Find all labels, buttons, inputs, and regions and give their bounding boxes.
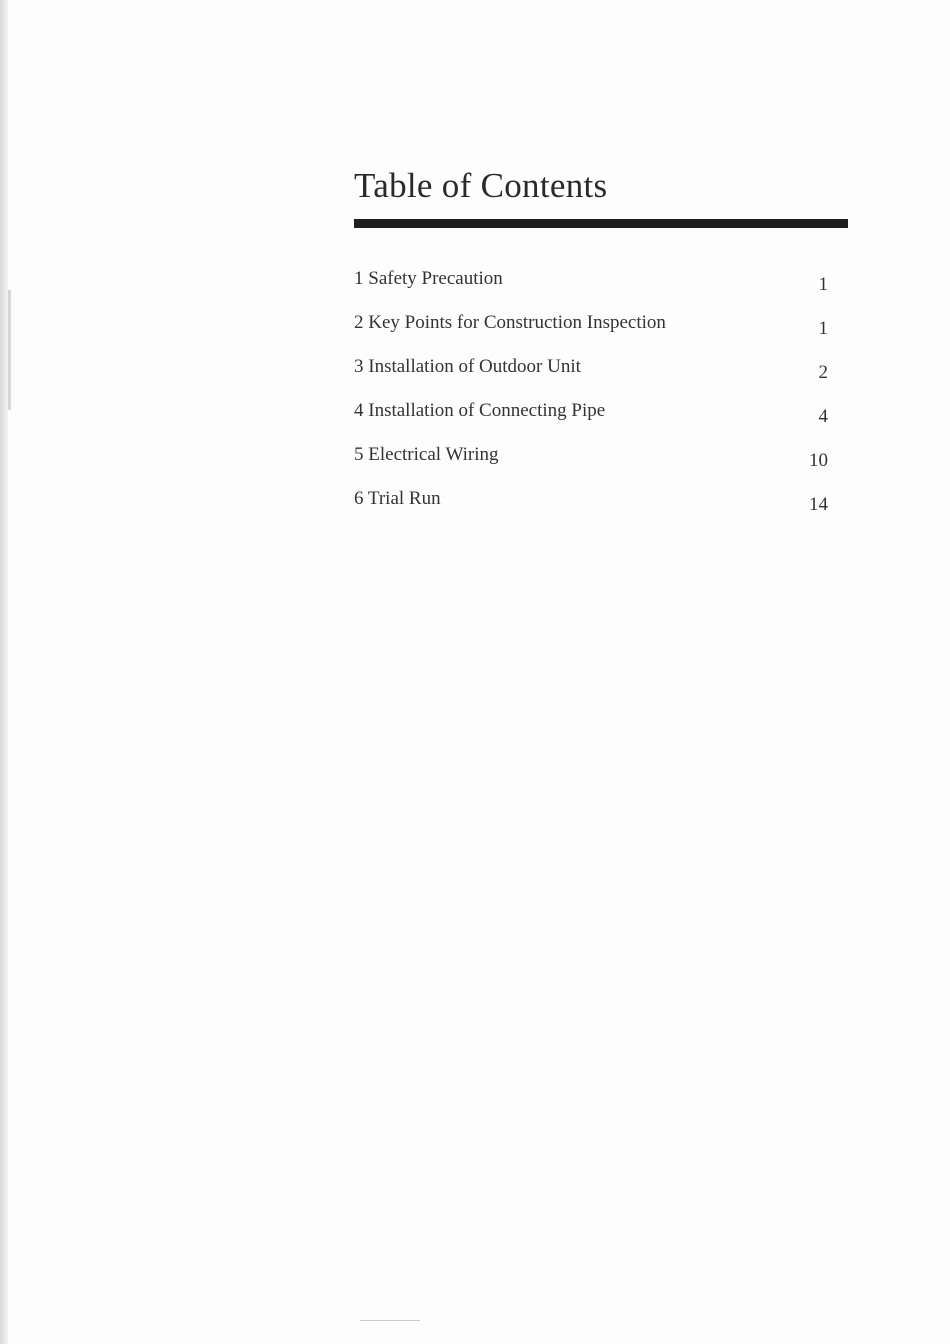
toc-entry-label: 4 Installation of Connecting Pipe (354, 400, 606, 421)
page-edge (0, 0, 8, 1344)
toc-title: Table of Contents (354, 166, 608, 205)
toc-entry-label: 1 Safety Precaution (354, 268, 503, 289)
toc-entry-label: 3 Installation of Outdoor Unit (354, 356, 581, 377)
toc-entry-page: 10 (809, 450, 828, 471)
toc-entry-page: 2 (818, 362, 828, 383)
toc-entry-label: 6 Trial Run (354, 488, 441, 509)
toc-title-rule (354, 219, 848, 228)
toc-entry[interactable] (354, 438, 828, 482)
toc-entry-page: 1 (818, 318, 828, 339)
toc-entry[interactable] (354, 262, 828, 306)
toc-entry[interactable] (354, 482, 828, 526)
binding-mark (8, 290, 11, 410)
toc-entry-page: 4 (818, 406, 828, 427)
toc-list (354, 262, 828, 526)
toc-entry-label: 2 Key Points for Construction Inspection (354, 312, 666, 333)
toc-entry[interactable] (354, 394, 828, 438)
toc-entry-page: 1 (818, 274, 828, 295)
toc-entry-label: 5 Electrical Wiring (354, 444, 499, 465)
scan-artifact (360, 1320, 420, 1321)
toc-entry-page: 14 (809, 494, 828, 515)
toc-entry[interactable] (354, 306, 828, 350)
toc-entry[interactable] (354, 350, 828, 394)
